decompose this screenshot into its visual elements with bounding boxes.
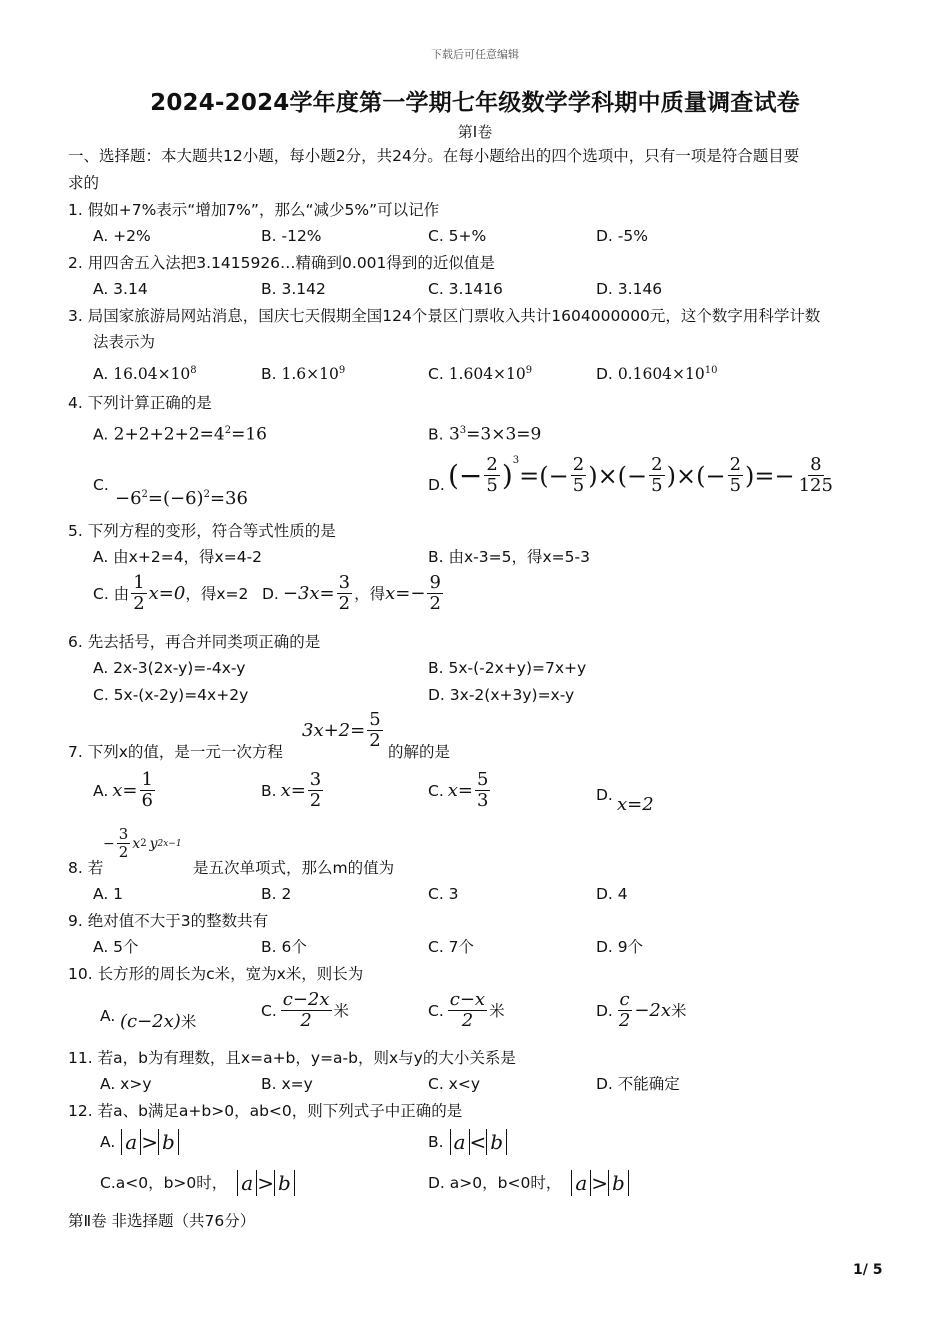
q5-option-a: A. 由x+2=4，得x=4-2	[93, 548, 263, 566]
exam-title: 2024-2024学年度第一学期七年级数学学科期中质量调查试卷	[150, 90, 800, 116]
page-header: 下载后可任意编辑	[431, 48, 519, 61]
q10-option-c: C. $\frac{c-x}{2}$ 米	[428, 989, 505, 1031]
q8-stem: 8. 若	[68, 859, 104, 877]
q6-option-d: D. 3x-2(x+3y)=x-y	[428, 686, 575, 704]
q11-stem: 11. 若a，b为有理数，且x=a+b，y=a-b，则x与y的大小关系是	[68, 1049, 516, 1067]
q7-option-a: A. x= $\frac{1}{6}$	[93, 769, 153, 811]
q8-stem-post: 是五次单项式，那么m的值为	[193, 859, 395, 877]
section-1-instructions: 一、选择题：本大题共12小题，每小题2分，共24分。在每小题给出的四个选项中，只有一项是符合题目要	[68, 147, 800, 165]
page-number: 1/ 5	[853, 1262, 883, 1278]
q1-option-b: B. -12%	[261, 227, 322, 245]
q10-option-a-expr: (c−2x)米	[120, 1011, 197, 1032]
q6-option-c: C. 5x-(x-2y)=4x+2y	[93, 686, 249, 704]
q3-option-d: D. $0.1604\times 10^{10}$	[596, 365, 718, 384]
section-1-instructions-cont: 求的	[68, 174, 100, 192]
q2-option-d: D. 3.146	[596, 280, 663, 298]
q8-option-b: B. 2	[261, 885, 292, 903]
q12-option-d: D. a>0，b<0时， a > b	[428, 1170, 629, 1196]
q1-option-c: C. 5+%	[428, 227, 487, 245]
q8-option-a: A. 1	[93, 885, 124, 903]
q12-stem: 12. 若a、b满足a+b>0，ab<0，则下列式子中正确的是	[68, 1102, 463, 1120]
volume-1-heading: 第Ⅰ卷	[457, 123, 493, 141]
q5-option-c: C. 由 $\frac{1}{2}$ x=0 ，得x=2	[93, 572, 249, 614]
q4-option-b: B. $3^3=3\times 3=9$	[428, 424, 542, 445]
q1-option-a: A. +2%	[93, 227, 151, 245]
q6-option-a: A. 2x-3(2x-y)=-4x-y	[93, 659, 246, 677]
q5-stem: 5. 下列方程的变形，符合等式性质的是	[68, 522, 336, 540]
q8-monomial: − $\frac{3}{2}$ x 2 y 2x−1	[103, 825, 182, 861]
q5-option-b: B. 由x-3=5，得x=5-3	[428, 548, 590, 566]
q11-option-d: D. 不能确定	[596, 1075, 680, 1093]
q10-option-a-label: A.	[100, 1007, 116, 1025]
q4-option-d-expr: (− $\frac{2}{5}$ ) $^3$ =(− $\frac{2}{5}$ )×(− $\frac{2}{5}$ )×(− $\frac{2}{5}$ )=− $\frac{8}{125}$	[448, 454, 833, 496]
q3-option-c: C. $1.604\times 10^9$	[428, 365, 533, 384]
q9-option-a: A. 5个	[93, 938, 139, 956]
q7-option-d-expr: x=2	[617, 794, 654, 815]
q3-stem-cont: 法表示为	[93, 333, 156, 351]
q2-option-b: B. 3.142	[261, 280, 326, 298]
q8-option-c: C. 3	[428, 885, 459, 903]
q12-option-c: C.a<0，b>0时， a > b	[100, 1170, 295, 1196]
q5-option-d: D. −3x= $\frac{3}{2}$ ，得 x=− $\frac{9}{2}$	[262, 572, 441, 614]
q11-option-c: C. x<y	[428, 1075, 481, 1093]
q10-option-b: C. $\frac{c-2x}{2}$ 米	[261, 989, 350, 1031]
q10-option-d: D. $\frac{c}{2}$ −2x 米	[596, 989, 687, 1031]
q9-option-b: B. 6个	[261, 938, 307, 956]
q9-option-c: C. 7个	[428, 938, 475, 956]
q10-stem: 10. 长方形的周长为c米，宽为x米，则长为	[68, 965, 364, 983]
q8-option-d: D. 4	[596, 885, 628, 903]
q3-stem: 3. 局国家旅游局网站消息，国庆七天假期全国124个景区门票收入共计1604000000元，这个数字用科学计数	[68, 307, 821, 325]
q7-option-d: D.	[596, 786, 613, 804]
q2-option-a: A. 3.14	[93, 280, 148, 298]
q7-stem-post: 的解的是	[388, 743, 451, 761]
q9-option-d: D. 9个	[596, 938, 644, 956]
q7-stem: 7. 下列x的值，是一元一次方程	[68, 743, 283, 761]
q11-option-a: A. x>y	[100, 1075, 152, 1093]
q11-option-b: B. x=y	[261, 1075, 313, 1093]
q12-option-b: B. a < b	[428, 1129, 507, 1155]
q7-option-c: C. x= $\frac{5}{3}$	[428, 769, 489, 811]
q3-option-b: B. $1.6\times 10^9$	[261, 365, 346, 384]
q9-stem: 9. 绝对值不大于3的整数共有	[68, 912, 269, 930]
q2-option-c: C. 3.1416	[428, 280, 503, 298]
q4-option-a: A. $2+2+2+2=4^2=16$	[93, 424, 267, 445]
q2-stem: 2. 用四舍五入法把3.1415926…精确到0.001得到的近似值是	[68, 254, 495, 272]
q1-option-d: D. -5%	[596, 227, 648, 245]
q7-option-b: B. x= $\frac{3}{2}$	[261, 769, 322, 811]
q3-option-a: A. $16.04\times 10^8$	[93, 365, 197, 384]
q7-equation: 3x+2= $\frac{5}{2}$	[302, 709, 381, 751]
q4-stem: 4. 下列计算正确的是	[68, 394, 212, 412]
volume-2-heading: 第Ⅱ卷 非选择题（共76分）	[68, 1212, 256, 1230]
q6-option-b: B. 5x-(-2x+y)=7x+y	[428, 659, 587, 677]
q1-stem: 1. 假如+7%表示“增加7%”，那么“减少5%”可以记作	[68, 201, 440, 219]
q4-option-d-label: D.	[428, 476, 445, 494]
q12-option-a: A. a > b	[100, 1129, 179, 1155]
q6-stem: 6. 先去括号，再合并同类项正确的是	[68, 633, 321, 651]
q4-option-c-label: C.	[93, 476, 109, 494]
q4-option-c-expr: $-6^2=(-6)^2=36$	[115, 488, 248, 509]
